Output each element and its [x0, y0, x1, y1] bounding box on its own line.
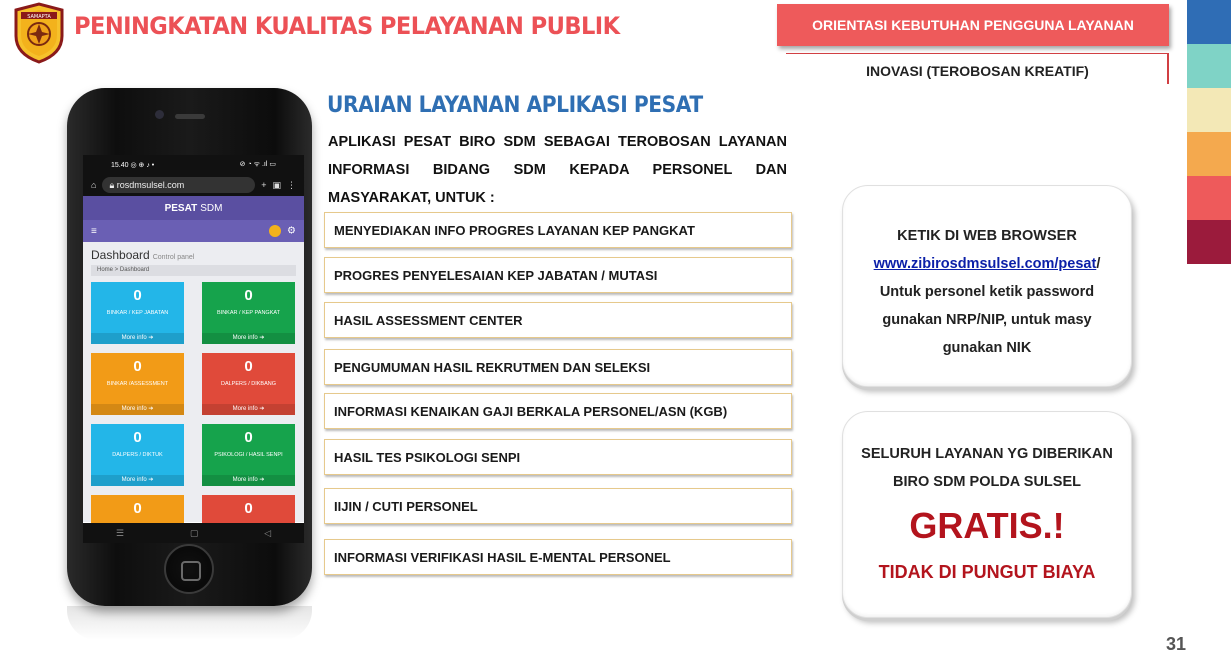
more-info-link[interactable]: More info ➔	[91, 475, 184, 486]
dashboard-area	[83, 242, 304, 522]
tabs-icon[interactable]: ▣	[272, 179, 281, 190]
speaker-grill	[175, 114, 205, 119]
swatch-orange	[1187, 132, 1231, 176]
card-line: Untuk personel ketik password	[879, 284, 1095, 300]
status-bar	[83, 155, 304, 174]
breadcrumb-current: Dashboard	[119, 267, 150, 273]
url-field[interactable]	[102, 177, 255, 193]
tile-dalpers-dikbang[interactable]	[202, 353, 295, 415]
browser-url-bar	[83, 174, 304, 196]
tile-value: 0	[244, 358, 253, 375]
app-navbar	[83, 220, 304, 242]
swatch-cream	[1187, 88, 1231, 132]
orientation-banner: ORIENTASI KEBUTUHAN PENGGUNA LAYANAN	[777, 4, 1169, 46]
phone-home-button	[164, 544, 214, 594]
card-line: gunakan NRP/NIP, untuk masy	[882, 312, 1092, 328]
service-item: IIJIN / CUTI PERSONEL	[324, 488, 792, 524]
intro-paragraph: APLIKASI PESAT BIRO SDM SEBAGAI TEROBOSAN LAYANAN INFORMASI BIDANG SDM KEPADA PERSONEL DAN MASYARAKAT, UNTUK :	[328, 134, 787, 206]
tile-value: 0	[244, 287, 253, 304]
color-swatch-bar	[1187, 0, 1231, 264]
swatch-blue	[1187, 0, 1231, 44]
service-item: PENGUMUMAN HASIL REKRUTMEN DAN SELEKSI	[324, 349, 792, 385]
tile-dalpers-diktuk[interactable]	[91, 424, 184, 486]
service-item: INFORMASI KENAIKAN GAJI BERKALA PERSONEL/ASN (KGB)	[324, 393, 792, 429]
camera-icon	[155, 110, 164, 119]
tile-label: DALPERS / DIKTUK	[112, 452, 163, 458]
card-link-line	[843, 250, 1131, 278]
svg-text:SAMAPTA: SAMAPTA	[27, 14, 51, 20]
tile-label: PSIKOLOGI / HASIL SENPI	[214, 452, 283, 458]
service-item: MENYEDIAKAN INFO PROGRES LAYANAN KEP PANGKAT	[324, 212, 792, 248]
swatch-teal	[1187, 44, 1231, 88]
app-title-light: SDM	[200, 202, 223, 214]
swatch-maroon	[1187, 220, 1231, 264]
dashboard-subtitle: Control panel	[152, 254, 195, 261]
tile-label: BINKAR / KEP JABATAN	[106, 310, 169, 316]
samapta-logo	[12, 2, 66, 64]
app-title-bold: PESAT	[164, 202, 198, 214]
lock-icon: 🔒︎	[109, 179, 115, 190]
service-item: HASIL TES PSIKOLOGI SENPI	[324, 439, 792, 475]
android-home-icon[interactable]: ▢	[189, 527, 199, 538]
more-menu-icon[interactable]: ⋮	[287, 179, 296, 190]
more-info-link[interactable]: More info ➔	[91, 333, 184, 344]
url-text: rosdmsulsel.com	[116, 180, 185, 190]
dashboard-heading	[91, 248, 296, 262]
status-indicators: ⊘ ◔ ᯤ .ıl ▭	[239, 161, 276, 168]
more-info-link[interactable]: More info ➔	[202, 475, 295, 486]
tile-value: 0	[133, 429, 142, 446]
page-title: PENINGKATAN KUALITAS PELAYANAN PUBLIK	[74, 12, 620, 40]
page-number: 31	[1166, 634, 1187, 654]
phone-reflection	[67, 606, 312, 640]
more-info-link[interactable]: More info ➔	[202, 333, 295, 344]
card-line: KETIK DI WEB BROWSER	[897, 228, 1077, 244]
dashboard-tiles	[91, 282, 296, 543]
phone-screen	[83, 155, 304, 543]
tile-label: BINKAR / KEP PANGKAT	[217, 310, 280, 316]
tile-value: 0	[244, 500, 253, 517]
more-info-link[interactable]: More info ➔	[91, 404, 184, 415]
tile-binkar-kep-pangkat[interactable]	[202, 282, 295, 344]
section-title: URAIAN LAYANAN APLIKASI PESAT	[327, 93, 703, 118]
free-service-card	[842, 411, 1132, 618]
navbar-right	[269, 225, 296, 237]
app-header	[83, 196, 304, 220]
tile-value: 0	[244, 429, 253, 446]
tile-value: 0	[133, 287, 142, 304]
browser-instruction-card	[842, 185, 1132, 387]
card-line: BIRO SDM POLDA SULSEL	[893, 474, 1081, 490]
back-icon[interactable]: ◁	[264, 527, 272, 538]
tile-label: BINKAR /ASSESSMENT	[106, 381, 169, 387]
status-time: 15.40	[111, 161, 129, 169]
dashboard-title: Dashboard	[91, 248, 150, 262]
gratis-heading: GRATIS.!	[909, 505, 1065, 546]
tile-binkar-assessment[interactable]	[91, 353, 184, 415]
home-icon[interactable]: ⌂	[91, 180, 97, 190]
hamburger-menu-icon[interactable]: ≡	[91, 225, 97, 237]
breadcrumb-home[interactable]: Home	[97, 267, 114, 273]
innovation-label: INOVASI (TEROBOSAN KREATIF)	[866, 63, 1089, 79]
link-suffix: /	[1096, 256, 1101, 272]
breadcrumb: Home > Dashboard	[91, 265, 296, 276]
card-line: gunakan NIK	[942, 340, 1032, 356]
tile-label: DALPERS / DIKBANG	[220, 381, 277, 387]
avatar-icon[interactable]	[269, 225, 281, 237]
pesat-url-link[interactable]: www.zibirosdmsulsel.com/pesat	[873, 256, 1097, 272]
service-item: PROGRES PENYELESAIAN KEP JABATAN / MUTASI	[324, 257, 792, 293]
tile-value: 0	[133, 500, 142, 517]
gear-icon[interactable]: ⚙	[287, 225, 296, 237]
service-item: INFORMASI VERIFIKASI HASIL E-MENTAL PERSONEL	[324, 539, 792, 575]
more-info-link[interactable]: More info ➔	[202, 404, 295, 415]
phone-mockup	[67, 88, 312, 606]
card-line: SELURUH LAYANAN YG DIBERIKAN	[861, 446, 1113, 462]
android-nav-bar	[83, 523, 304, 543]
tile-psikologi-hasil-senpi[interactable]	[202, 424, 295, 486]
recents-icon[interactable]: ☰	[115, 527, 124, 538]
tile-value: 0	[133, 358, 142, 375]
swatch-red	[1187, 176, 1231, 220]
new-tab-icon[interactable]: +	[261, 180, 267, 190]
service-item: HASIL ASSESSMENT CENTER	[324, 302, 792, 338]
no-fee-text: TIDAK DI PUNGUT BIAYA	[878, 562, 1096, 582]
tile-binkar-kep-jabatan[interactable]	[91, 282, 184, 344]
status-icons: ◎ ⊕ ♪ •	[130, 161, 155, 169]
